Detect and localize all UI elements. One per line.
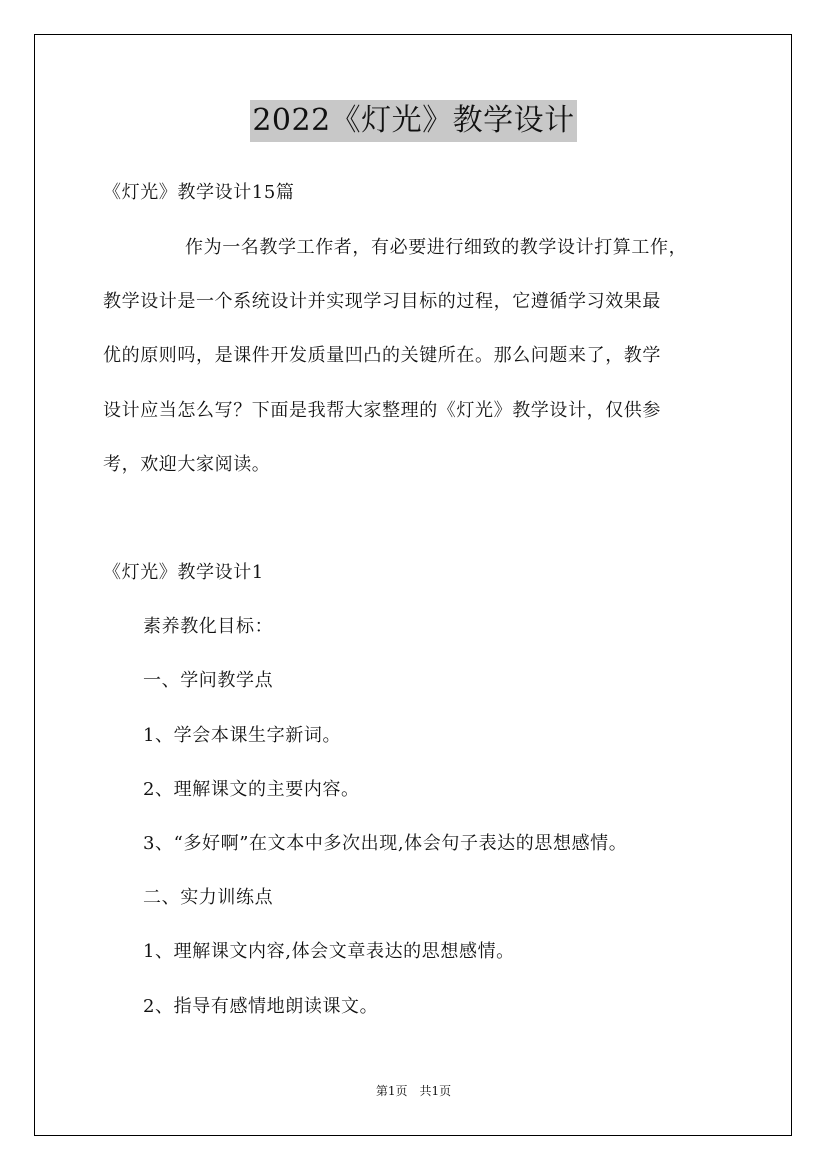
list-item: 3、“多好啊”在文本中多次出现,体会句子表达的思想感情。 <box>143 833 628 854</box>
intro-line: 设计应当怎么写？下面是我帮大家整理的《灯光》教学设计，仅供参 <box>103 400 661 421</box>
title-container <box>0 100 827 142</box>
list-item: 一、学问教学点 <box>143 670 274 691</box>
list-item: 1、理解课文内容,体会文章表达的思想感情。 <box>143 941 515 962</box>
intro-line: 作为一名教学工作者，有必要进行细致的教学设计打算工作， <box>185 237 688 258</box>
list-item: 二、实力训练点 <box>143 887 274 908</box>
document-title: 2022《灯光》教学设计 <box>250 100 576 142</box>
intro-line: 优的原则吗，是课件开发质量凹凸的关键所在。那么问题来了，教学 <box>103 345 661 366</box>
intro-line: 考，欢迎大家阅读。 <box>103 454 271 475</box>
page-footer: 第1页 共1页 <box>375 1084 452 1098</box>
document-subtitle: 《灯光》教学设计15篇 <box>103 182 295 203</box>
list-item: 1、学会本课生字新词。 <box>143 725 342 746</box>
list-item: 2、指导有感情地朗读课文。 <box>143 996 379 1017</box>
list-item: 2、理解课文的主要内容。 <box>143 779 360 800</box>
intro-line: 教学设计是一个系统设计并实现学习目标的过程，它遵循学习效果最 <box>103 291 661 312</box>
section-heading: 《灯光》教学设计1 <box>103 562 264 583</box>
list-item: 素养教化目标： <box>143 616 274 637</box>
